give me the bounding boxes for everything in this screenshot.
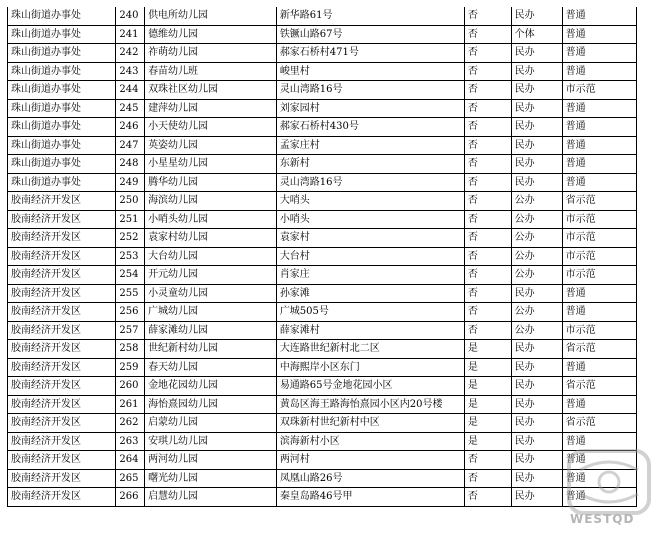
ownership-cell: 民办 (511, 99, 562, 118)
address-cell: 滨海新村小区 (276, 432, 464, 451)
table-body (8, 7, 637, 506)
grade-cell: 市示范 (562, 81, 636, 100)
ownership-cell: 民办 (511, 81, 562, 100)
number-cell: 258 (116, 340, 145, 359)
address-cell: 中海熙岸小区东门 (276, 358, 464, 377)
district-cell: 胶南经济开发区 (8, 210, 116, 229)
table-row (8, 358, 637, 377)
ownership-cell: 民办 (511, 173, 562, 192)
address-cell: 大连路世纪新村北二区 (276, 340, 464, 359)
number-cell: 247 (116, 136, 145, 155)
address-cell: 大台村 (276, 247, 464, 266)
kindergarten-name-cell: 小星星幼儿园 (145, 155, 277, 174)
district-cell: 珠山街道办事处 (8, 25, 116, 44)
grade-cell: 普通 (562, 358, 636, 377)
ownership-cell: 公办 (511, 266, 562, 285)
kindergarten-name-cell: 海滨幼儿园 (145, 192, 277, 211)
flag-cell: 否 (464, 469, 511, 488)
kindergarten-name-cell: 春苗幼儿班 (145, 62, 277, 81)
flag-cell: 否 (464, 321, 511, 340)
number-cell: 257 (116, 321, 145, 340)
number-cell: 242 (116, 44, 145, 63)
kindergarten-name-cell: 安琪儿幼儿园 (145, 432, 277, 451)
kindergarten-name-cell: 建萍幼儿园 (145, 99, 277, 118)
kindergarten-name-cell: 英姿幼儿园 (145, 136, 277, 155)
kindergarten-table (7, 7, 637, 507)
address-cell: 薛家滩村 (276, 321, 464, 340)
ownership-cell: 民办 (511, 44, 562, 63)
grade-cell: 省示范 (562, 414, 636, 433)
address-cell: 郝家石桥村471号 (276, 44, 464, 63)
number-cell: 251 (116, 210, 145, 229)
ownership-cell: 民办 (511, 284, 562, 303)
flag-cell: 否 (464, 155, 511, 174)
flag-cell: 是 (464, 432, 511, 451)
address-cell: 凤凰山路26号 (276, 469, 464, 488)
table-row (8, 303, 637, 322)
flag-cell: 否 (464, 247, 511, 266)
flag-cell: 否 (464, 25, 511, 44)
address-cell: 大哨头 (276, 192, 464, 211)
district-cell: 胶南经济开发区 (8, 488, 116, 507)
ownership-cell: 民办 (511, 62, 562, 81)
grade-cell: 市示范 (562, 247, 636, 266)
grade-cell: 普通 (562, 469, 636, 488)
district-cell: 胶南经济开发区 (8, 321, 116, 340)
grade-cell: 普通 (562, 303, 636, 322)
table-row (8, 321, 637, 340)
number-cell: 261 (116, 395, 145, 414)
address-cell: 肖家庄 (276, 266, 464, 285)
number-cell: 253 (116, 247, 145, 266)
table-row (8, 81, 637, 100)
ownership-cell: 民办 (511, 118, 562, 137)
flag-cell: 否 (464, 192, 511, 211)
district-cell: 胶南经济开发区 (8, 266, 116, 285)
address-cell: 孟家庄村 (276, 136, 464, 155)
district-cell: 胶南经济开发区 (8, 432, 116, 451)
flag-cell: 否 (464, 62, 511, 81)
table-row (8, 247, 637, 266)
ownership-cell: 民办 (511, 432, 562, 451)
ownership-cell: 民办 (511, 414, 562, 433)
grade-cell: 普通 (562, 118, 636, 137)
table-row (8, 432, 637, 451)
table-row (8, 377, 637, 396)
address-cell: 铁镢山路67号 (276, 25, 464, 44)
table-row (8, 99, 637, 118)
number-cell: 265 (116, 469, 145, 488)
number-cell: 259 (116, 358, 145, 377)
grade-cell: 普通 (562, 44, 636, 63)
address-cell: 峻里村 (276, 62, 464, 81)
address-cell: 广城505号 (276, 303, 464, 322)
address-cell: 易通路65号金地花园小区 (276, 377, 464, 396)
grade-cell: 市示范 (562, 210, 636, 229)
ownership-cell: 民办 (511, 136, 562, 155)
ownership-cell: 民办 (511, 469, 562, 488)
ownership-cell: 公办 (511, 210, 562, 229)
flag-cell: 否 (464, 81, 511, 100)
flag-cell: 是 (464, 395, 511, 414)
grade-cell: 市示范 (562, 321, 636, 340)
ownership-cell: 个体 (511, 25, 562, 44)
grade-cell: 省示范 (562, 377, 636, 396)
ownership-cell: 公办 (511, 247, 562, 266)
table-row (8, 25, 637, 44)
table-row (8, 44, 637, 63)
district-cell: 珠山街道办事处 (8, 118, 116, 137)
table-row (8, 118, 637, 137)
table-row (8, 136, 637, 155)
grade-cell: 市示范 (562, 266, 636, 285)
kindergarten-name-cell: 祚萌幼儿园 (145, 44, 277, 63)
flag-cell: 否 (464, 173, 511, 192)
address-cell: 双珠新村世纪新村中区 (276, 414, 464, 433)
district-cell: 珠山街道办事处 (8, 173, 116, 192)
grade-cell: 普通 (562, 25, 636, 44)
address-cell: 孙家滩 (276, 284, 464, 303)
kindergarten-name-cell: 薛家滩幼儿园 (145, 321, 277, 340)
table-row (8, 266, 637, 285)
address-cell: 灵山湾路16号 (276, 81, 464, 100)
district-cell: 珠山街道办事处 (8, 99, 116, 118)
flag-cell: 是 (464, 414, 511, 433)
flag-cell: 是 (464, 358, 511, 377)
number-cell: 241 (116, 25, 145, 44)
number-cell: 245 (116, 99, 145, 118)
table-row (8, 488, 637, 507)
grade-cell: 普通 (562, 155, 636, 174)
number-cell: 255 (116, 284, 145, 303)
flag-cell: 否 (464, 99, 511, 118)
number-cell: 246 (116, 118, 145, 137)
kindergarten-name-cell: 两河幼儿园 (145, 451, 277, 470)
district-cell: 珠山街道办事处 (8, 7, 116, 25)
number-cell: 266 (116, 488, 145, 507)
grade-cell: 普通 (562, 488, 636, 507)
district-cell: 胶南经济开发区 (8, 451, 116, 470)
address-cell: 两河村 (276, 451, 464, 470)
table-row (8, 340, 637, 359)
kindergarten-name-cell: 小哨头幼儿园 (145, 210, 277, 229)
ownership-cell: 公办 (511, 229, 562, 248)
kindergarten-name-cell: 德维幼儿园 (145, 25, 277, 44)
flag-cell: 否 (464, 303, 511, 322)
ownership-cell: 民办 (511, 340, 562, 359)
number-cell: 264 (116, 451, 145, 470)
ownership-cell: 民办 (511, 395, 562, 414)
kindergarten-name-cell: 广城幼儿园 (145, 303, 277, 322)
address-cell: 秦皇岛路46号甲 (276, 488, 464, 507)
flag-cell: 否 (464, 451, 511, 470)
kindergarten-name-cell: 小灵童幼儿园 (145, 284, 277, 303)
number-cell: 254 (116, 266, 145, 285)
ownership-cell: 公办 (511, 303, 562, 322)
table-row (8, 155, 637, 174)
table-row (8, 192, 637, 211)
flag-cell: 否 (464, 488, 511, 507)
flag-cell: 否 (464, 118, 511, 137)
number-cell: 252 (116, 229, 145, 248)
kindergarten-name-cell: 金地花园幼儿园 (145, 377, 277, 396)
ownership-cell: 民办 (511, 377, 562, 396)
number-cell: 250 (116, 192, 145, 211)
kindergarten-name-cell: 小天使幼儿园 (145, 118, 277, 137)
grade-cell: 普通 (562, 136, 636, 155)
table-row (8, 395, 637, 414)
ownership-cell: 公办 (511, 321, 562, 340)
grade-cell: 市示范 (562, 229, 636, 248)
kindergarten-name-cell: 世纪新村幼儿园 (145, 340, 277, 359)
number-cell: 263 (116, 432, 145, 451)
ownership-cell: 民办 (511, 155, 562, 174)
flag-cell: 是 (464, 340, 511, 359)
kindergarten-name-cell: 启蒙幼儿园 (145, 414, 277, 433)
table-row (8, 469, 637, 488)
kindergarten-name-cell: 开元幼儿园 (145, 266, 277, 285)
district-cell: 胶南经济开发区 (8, 303, 116, 322)
ownership-cell: 民办 (511, 358, 562, 377)
number-cell: 249 (116, 173, 145, 192)
number-cell: 243 (116, 62, 145, 81)
grade-cell: 普通 (562, 284, 636, 303)
watermark-text: WESTQD (570, 512, 635, 526)
flag-cell: 否 (464, 44, 511, 63)
table-row (8, 414, 637, 433)
number-cell: 260 (116, 377, 145, 396)
district-cell: 胶南经济开发区 (8, 414, 116, 433)
district-cell: 胶南经济开发区 (8, 395, 116, 414)
ownership-cell: 民办 (511, 451, 562, 470)
table-row (8, 62, 637, 81)
flag-cell: 否 (464, 136, 511, 155)
address-cell: 灵山湾路16号 (276, 173, 464, 192)
grade-cell: 普通 (562, 62, 636, 81)
district-cell: 胶南经济开发区 (8, 229, 116, 248)
address-cell: 黄岛区海王路海怡熹园小区内20号楼 (276, 395, 464, 414)
address-cell: 小哨头 (276, 210, 464, 229)
ownership-cell: 公办 (511, 192, 562, 211)
grade-cell: 普通 (562, 451, 636, 470)
grade-cell: 普通 (562, 173, 636, 192)
flag-cell: 否 (464, 7, 511, 25)
district-cell: 胶南经济开发区 (8, 377, 116, 396)
flag-cell: 否 (464, 266, 511, 285)
flag-cell: 否 (464, 284, 511, 303)
ownership-cell: 民办 (511, 488, 562, 507)
district-cell: 胶南经济开发区 (8, 284, 116, 303)
grade-cell: 普通 (562, 432, 636, 451)
kindergarten-name-cell: 启慧幼儿园 (145, 488, 277, 507)
district-cell: 胶南经济开发区 (8, 247, 116, 266)
number-cell: 240 (116, 7, 145, 25)
district-cell: 胶南经济开发区 (8, 192, 116, 211)
table-row (8, 229, 637, 248)
district-cell: 珠山街道办事处 (8, 136, 116, 155)
address-cell: 新华路61号 (276, 7, 464, 25)
grade-cell: 普通 (562, 7, 636, 25)
flag-cell: 否 (464, 229, 511, 248)
district-cell: 珠山街道办事处 (8, 62, 116, 81)
address-cell: 袁家村 (276, 229, 464, 248)
kindergarten-name-cell: 腾华幼儿园 (145, 173, 277, 192)
kindergarten-name-cell: 春天幼儿园 (145, 358, 277, 377)
address-cell: 东新村 (276, 155, 464, 174)
district-cell: 珠山街道办事处 (8, 81, 116, 100)
district-cell: 胶南经济开发区 (8, 358, 116, 377)
district-cell: 珠山街道办事处 (8, 44, 116, 63)
table-row (8, 173, 637, 192)
kindergarten-name-cell: 曙光幼儿园 (145, 469, 277, 488)
flag-cell: 是 (464, 377, 511, 396)
kindergarten-name-cell: 海怡熹园幼儿园 (145, 395, 277, 414)
grade-cell: 普通 (562, 99, 636, 118)
number-cell: 256 (116, 303, 145, 322)
kindergarten-name-cell: 袁家村幼儿园 (145, 229, 277, 248)
table-row (8, 210, 637, 229)
table-row (8, 7, 637, 25)
grade-cell: 省示范 (562, 192, 636, 211)
ownership-cell: 民办 (511, 7, 562, 25)
grade-cell: 普通 (562, 395, 636, 414)
flag-cell: 否 (464, 210, 511, 229)
number-cell: 262 (116, 414, 145, 433)
district-cell: 胶南经济开发区 (8, 469, 116, 488)
address-cell: 刘家园村 (276, 99, 464, 118)
table-row (8, 451, 637, 470)
kindergarten-name-cell: 大台幼儿园 (145, 247, 277, 266)
grade-cell: 省示范 (562, 340, 636, 359)
district-cell: 胶南经济开发区 (8, 340, 116, 359)
kindergarten-name-cell: 双珠社区幼儿园 (145, 81, 277, 100)
kindergarten-name-cell: 供电所幼儿园 (145, 7, 277, 25)
number-cell: 248 (116, 155, 145, 174)
district-cell: 珠山街道办事处 (8, 155, 116, 174)
table-row (8, 284, 637, 303)
number-cell: 244 (116, 81, 145, 100)
address-cell: 郝家石桥村430号 (276, 118, 464, 137)
